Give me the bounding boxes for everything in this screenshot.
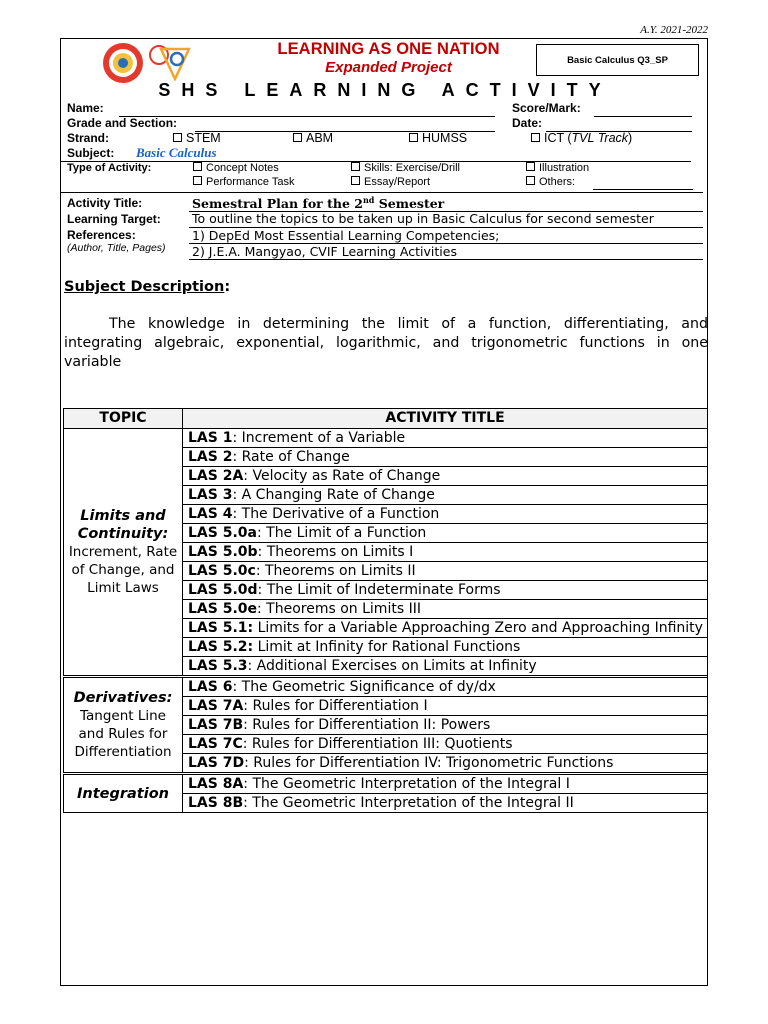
activity-cell xyxy=(183,505,708,524)
table-row xyxy=(64,677,708,697)
activity-cell xyxy=(183,486,708,505)
activity-code: LAS 2A xyxy=(188,468,244,484)
activity-code: LAS 7D xyxy=(188,755,245,771)
academic-year: A.Y. 2021-2022 xyxy=(640,24,708,36)
type-illustration[interactable] xyxy=(526,162,589,174)
activity-code: LAS 2 xyxy=(188,449,233,465)
activity-title: : Theorems on Limits II xyxy=(255,563,416,579)
strand-ict-track: TVL Track xyxy=(571,131,629,145)
strand-humss-label: HUMSS xyxy=(422,131,468,145)
topic-cell xyxy=(64,774,183,813)
name-label: Name: xyxy=(67,101,104,115)
checkbox-icon xyxy=(173,133,182,142)
strand-humss[interactable] xyxy=(409,131,467,145)
activity-title-main: Semestral Plan for the 2 xyxy=(192,196,363,212)
school-seal-icon xyxy=(102,42,144,84)
checkbox-icon xyxy=(351,162,360,171)
activity-code: LAS 8B xyxy=(188,795,244,811)
score-label: Score/Mark: xyxy=(512,101,581,115)
activity-code: LAS 6 xyxy=(188,679,233,695)
activity-cell xyxy=(183,638,708,657)
checkbox-icon xyxy=(526,162,535,171)
activity-title: : Rules for Differentiation II: Powers xyxy=(243,717,491,733)
activity-title: : The Limit of a Function xyxy=(256,525,427,541)
type-skills-label: Skills: Exercise/Drill xyxy=(364,162,460,174)
activity-code: LAS 3 xyxy=(188,487,233,503)
activity-title: : Increment of a Variable xyxy=(232,430,406,446)
checkbox-icon xyxy=(409,133,418,142)
activity-title-end: Semester xyxy=(374,196,445,212)
activity-cell xyxy=(183,754,708,774)
topic-cell xyxy=(64,429,183,677)
learning-target-value: To outline the topics to be taken up in Basic Calculus for second semester xyxy=(192,211,654,226)
activity-code: LAS 5.0e xyxy=(188,601,258,617)
reference-1: 1) DepEd Most Essential Learning Competencies; xyxy=(192,228,500,243)
subject-description-text: The knowledge in determining the limit of a function, differentiating, and integrating algebraic, exponential, logarithmic, and trigonometric functions in one variable xyxy=(64,316,708,370)
activity-cell xyxy=(183,657,708,677)
activity-cell xyxy=(183,543,708,562)
activity-title: : Rules for Differentiation IV: Trigonometric Functions xyxy=(244,755,614,771)
activity-title: : The Geometric Interpretation of the Integral I xyxy=(243,776,570,792)
type-essay-report-label: Essay/Report xyxy=(364,176,431,188)
activity-cell xyxy=(183,774,708,794)
type-essay-report[interactable] xyxy=(351,176,430,188)
subject-description-heading-text: Subject Description xyxy=(64,279,225,295)
activity-cell xyxy=(183,448,708,467)
activity-title: : The Geometric Significance of dy/dx xyxy=(232,679,496,695)
header-subtitle: Expanded Project xyxy=(325,59,452,76)
activity-code: LAS 5.0d xyxy=(188,582,258,598)
activity-title: : The Geometric Interpretation of the Integral II xyxy=(243,795,574,811)
type-bottom-rule xyxy=(61,192,703,193)
activity-title: : Theorems on Limits III xyxy=(257,601,421,617)
strand-label: Strand: xyxy=(67,131,109,145)
activity-code: LAS 1 xyxy=(188,430,233,446)
activity-cell xyxy=(183,794,708,813)
activity-code: LAS 7B xyxy=(188,717,244,733)
topic-cell xyxy=(64,677,183,774)
score-field[interactable] xyxy=(594,116,692,117)
activity-code: LAS 5.3 xyxy=(188,658,248,674)
activity-cell xyxy=(183,735,708,754)
reference-2-rule xyxy=(189,259,703,260)
activity-code: LAS 7C xyxy=(188,736,243,752)
activity-code: LAS 8A xyxy=(188,776,244,792)
activity-title: : Rate of Change xyxy=(232,449,350,465)
learning-target-label: Learning Target: xyxy=(67,212,161,226)
table-row xyxy=(64,774,708,794)
checkbox-icon xyxy=(193,162,202,171)
activity-title: : Rules for Differentiation I xyxy=(243,698,428,714)
activity-code: LAS 7A xyxy=(188,698,244,714)
table-row xyxy=(64,429,708,448)
topic-column-header: TOPIC xyxy=(64,409,183,429)
header-title: LEARNING AS ONE NATION xyxy=(277,40,500,58)
topic-title: Derivatives: xyxy=(73,690,173,706)
checkbox-icon xyxy=(193,176,202,185)
checkbox-icon xyxy=(293,133,302,142)
type-illustration-label: Illustration xyxy=(539,162,590,174)
others-field[interactable] xyxy=(593,189,693,190)
activity-title-sup: nd xyxy=(362,195,375,205)
activity-cell xyxy=(183,697,708,716)
checkbox-icon xyxy=(531,133,540,142)
strand-stem[interactable] xyxy=(173,131,221,145)
activity-cell xyxy=(183,562,708,581)
strand-ict-close: ) xyxy=(628,131,633,145)
activity-sheet xyxy=(60,38,708,986)
topic-subtitle: Increment, Rate of Change, and Limit Laws xyxy=(68,544,178,596)
references-sub: (Author, Title, Pages) xyxy=(67,242,166,254)
strand-ict-label: ICT ( xyxy=(544,131,572,145)
activity-cell xyxy=(183,429,708,448)
type-skills[interactable] xyxy=(351,162,460,174)
checkbox-icon xyxy=(526,176,535,185)
strand-abm-label: ABM xyxy=(306,131,334,145)
type-label: Type of Activity: xyxy=(67,162,152,174)
activity-title-label: Activity Title: xyxy=(67,196,143,210)
strand-abm[interactable] xyxy=(293,131,333,145)
activity-title-value xyxy=(192,195,444,211)
activity-cell xyxy=(183,581,708,600)
subject-value: Basic Calculus xyxy=(136,145,217,160)
table-header-row xyxy=(64,409,708,429)
references-label: References: xyxy=(67,228,136,242)
activity-cell xyxy=(183,467,708,486)
activity-title: : The Derivative of a Function xyxy=(232,506,440,522)
activity-title: : Theorems on Limits I xyxy=(257,544,414,560)
type-others-label: Others: xyxy=(539,176,576,188)
topic-title: Limits and Continuity: xyxy=(77,508,169,542)
activity-title: : Rules for Differentiation III: Quotients xyxy=(242,736,513,752)
activity-code: LAS 5.0c xyxy=(188,563,256,579)
project-logo-icon xyxy=(147,41,191,81)
reference-2: 2) J.E.A. Mangyao, CVIF Learning Activities xyxy=(192,244,457,259)
activity-code: LAS 5.0a xyxy=(188,525,257,541)
date-label: Date: xyxy=(512,116,543,130)
activity-code: LAS 4 xyxy=(188,506,233,522)
type-concept-notes[interactable] xyxy=(193,162,279,174)
activity-cell xyxy=(183,716,708,735)
type-performance-task-label: Performance Task xyxy=(206,176,295,188)
subject-label: Subject: xyxy=(67,146,115,160)
type-concept-notes-label: Concept Notes xyxy=(206,162,279,174)
checkbox-icon xyxy=(351,176,360,185)
strand-stem-label: STEM xyxy=(186,131,221,145)
subject-description-heading xyxy=(64,279,230,295)
activity-title: : The Limit of Indeterminate Forms xyxy=(257,582,501,598)
activity-cell xyxy=(183,600,708,619)
activity-code: LAS 5.2: xyxy=(188,639,254,655)
strand-ict[interactable] xyxy=(531,131,632,145)
type-performance-task[interactable] xyxy=(193,176,294,188)
activity-title: : Additional Exercises on Limits at Infinity xyxy=(247,658,537,674)
activity-title: Limit at Infinity for Rational Functions xyxy=(253,639,521,655)
activity-title-column-header: ACTIVITY TITLE xyxy=(183,409,708,429)
grade-section-label: Grade and Section: xyxy=(67,116,178,130)
activity-title: : Velocity as Rate of Change xyxy=(243,468,441,484)
subject-code-box: Basic Calculus Q3_SP xyxy=(536,44,699,76)
subject-description-colon: : xyxy=(224,279,231,295)
activity-code: LAS 5.0b xyxy=(188,544,258,560)
activity-code: LAS 5.1: xyxy=(188,620,254,636)
topic-title: Integration xyxy=(77,785,169,802)
topic-subtitle: Tangent Line and Rules for Differentiation xyxy=(74,708,172,760)
activity-cell xyxy=(183,619,708,638)
activity-cell xyxy=(183,677,708,697)
topics-table xyxy=(63,408,708,813)
activity-title: : A Changing Rate of Change xyxy=(232,487,435,503)
activity-title: Limits for a Variable Approaching Zero and Approaching Infinity xyxy=(253,620,703,636)
activity-cell xyxy=(183,524,708,543)
type-others[interactable] xyxy=(526,176,575,188)
page-banner: SHS LEARNING ACTIVITY xyxy=(158,80,612,100)
